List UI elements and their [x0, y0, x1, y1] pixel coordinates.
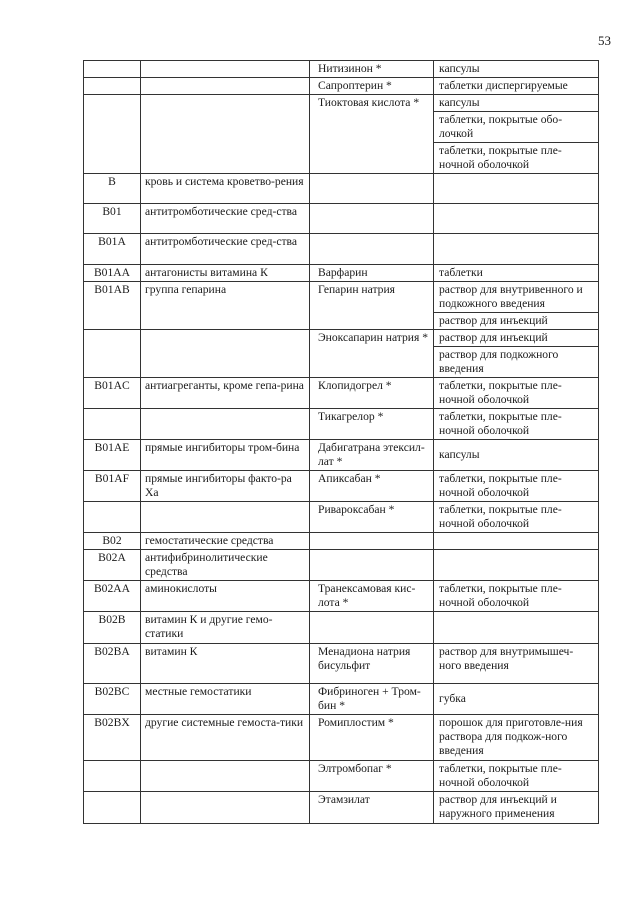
dosage-form [434, 612, 599, 644]
drug-name: Тиоктовая кислота * [310, 95, 434, 174]
atc-code [84, 61, 141, 78]
atc-code: B01AC [84, 378, 141, 409]
atc-code [84, 78, 141, 95]
dosage-form: таблетки, покрытые пле-ночной оболочкой [434, 761, 599, 792]
pharmacological-group [141, 761, 310, 792]
dosage-form [434, 204, 599, 234]
atc-code: B01 [84, 204, 141, 234]
table-row [84, 792, 599, 824]
drug-name: Нитизинон * [310, 61, 434, 78]
dosage-form: капсулы [434, 95, 599, 112]
pharmacological-group: кровь и система кроветво-рения [141, 174, 310, 204]
table-row [84, 761, 599, 792]
atc-code: B [84, 174, 141, 204]
drug-name: Дабигатрана этексил-лат * [310, 440, 434, 471]
drug-name [310, 533, 434, 550]
pharmacological-group: антагонисты витамина К [141, 265, 310, 282]
dosage-form: таблетки, покрытые пле-ночной оболочкой [434, 409, 599, 440]
dosage-form [434, 550, 599, 581]
pharmacological-group: антитромботические сред-ства [141, 234, 310, 265]
dosage-form: таблетки, покрытые пле-ночной оболочкой [434, 581, 599, 612]
atc-code: B01A [84, 234, 141, 265]
table-row [84, 204, 599, 234]
table-row [84, 612, 599, 644]
drug-name [310, 612, 434, 644]
drug-name: Менадиона натрия бисульфит [310, 644, 434, 684]
drug-table [83, 60, 599, 824]
pharmacological-group: аминокислоты [141, 581, 310, 612]
drug-name: Фибриноген + Тром-бин * [310, 684, 434, 715]
atc-code: B01AA [84, 265, 141, 282]
table-row [84, 581, 599, 612]
atc-code: B02BA [84, 644, 141, 684]
pharmacological-group: другие системные гемоста-тики [141, 715, 310, 761]
atc-code [84, 792, 141, 824]
drug-name [310, 204, 434, 234]
drug-name: Апиксабан * [310, 471, 434, 502]
dosage-form: таблетки, покрытые пле-ночной оболочкой [434, 143, 599, 174]
page-number: 53 [598, 33, 611, 48]
dosage-form: раствор для внутримышеч-ного введения [434, 644, 599, 684]
drug-name [310, 550, 434, 581]
table-row [84, 440, 599, 471]
table-row [84, 533, 599, 550]
dosage-form: порошок для приготовле-ния раствора для подкож-ного введения [434, 715, 599, 761]
atc-code [84, 409, 141, 440]
table-row [84, 684, 599, 715]
table-row [84, 61, 599, 78]
pharmacological-group: антиагреганты, кроме гепа-рина [141, 378, 310, 409]
atc-code: B02BX [84, 715, 141, 761]
dosage-form: раствор для инъекций и наружного применения [434, 792, 599, 824]
table-row [84, 550, 599, 581]
drug-name [310, 234, 434, 265]
atc-code: B02B [84, 612, 141, 644]
dosage-form [434, 234, 599, 265]
atc-code [84, 330, 141, 378]
dosage-form: таблетки, покрытые пле-ночной оболочкой [434, 502, 599, 533]
table-row [84, 174, 599, 204]
pharmacological-group: гемостатические средства [141, 533, 310, 550]
pharmacological-group: антитромботические сред-ства [141, 204, 310, 234]
drug-name: Тикагрелор * [310, 409, 434, 440]
pharmacological-group [141, 502, 310, 533]
pharmacological-group [141, 61, 310, 78]
pharmacological-group: местные гемостатики [141, 684, 310, 715]
pharmacological-group: прямые ингибиторы факто-ра Ха [141, 471, 310, 502]
atc-code: B01AF [84, 471, 141, 502]
atc-code: B01AB [84, 282, 141, 330]
pharmacological-group: группа гепарина [141, 282, 310, 330]
table-row [84, 265, 599, 282]
atc-code: B02AA [84, 581, 141, 612]
table-row [84, 378, 599, 409]
dosage-form: капсулы [434, 61, 599, 78]
dosage-form: раствор для подкожного введения [434, 347, 599, 378]
atc-code [84, 761, 141, 792]
atc-code: B02 [84, 533, 141, 550]
table-row [84, 234, 599, 265]
drug-name [310, 174, 434, 204]
dosage-form [434, 174, 599, 204]
dosage-form: таблетки, покрытые обо-лочкой [434, 112, 599, 143]
drug-name: Клопидогрел * [310, 378, 434, 409]
pharmacological-group: прямые ингибиторы тром-бина [141, 440, 310, 471]
atc-code: B01AE [84, 440, 141, 471]
table-row [84, 715, 599, 761]
dosage-form: таблетки диспергируемые [434, 78, 599, 95]
drug-name: Варфарин [310, 265, 434, 282]
dosage-form: таблетки, покрытые пле-ночной оболочкой [434, 471, 599, 502]
drug-name: Элтромбопаг * [310, 761, 434, 792]
drug-name: Транексамовая кис-лота * [310, 581, 434, 612]
pharmacological-group: витамин К [141, 644, 310, 684]
table-row [84, 95, 599, 112]
drug-name: Этамзилат [310, 792, 434, 824]
drug-name: Гепарин натрия [310, 282, 434, 330]
drug-name: Эноксапарин натрия * [310, 330, 434, 378]
atc-code: B02BC [84, 684, 141, 715]
pharmacological-group [141, 409, 310, 440]
drug-name: Сапроптерин * [310, 78, 434, 95]
dosage-form: раствор для внутривенного и подкожного введения [434, 282, 599, 313]
pharmacological-group [141, 95, 310, 174]
dosage-form: капсулы [434, 440, 599, 471]
table-row [84, 78, 599, 95]
table-row [84, 471, 599, 502]
pharmacological-group [141, 330, 310, 378]
dosage-form: раствор для инъекций [434, 330, 599, 347]
pharmacological-group [141, 78, 310, 95]
drug-name: Ромиплостим * [310, 715, 434, 761]
pharmacological-group: витамин К и другие гемо-статики [141, 612, 310, 644]
drug-name: Ривароксабан * [310, 502, 434, 533]
dosage-form: таблетки, покрытые пле-ночной оболочкой [434, 378, 599, 409]
table-row [84, 502, 599, 533]
atc-code [84, 502, 141, 533]
atc-code: B02A [84, 550, 141, 581]
dosage-form: таблетки [434, 265, 599, 282]
pharmacological-group [141, 792, 310, 824]
table-row [84, 330, 599, 347]
table-row [84, 409, 599, 440]
dosage-form: раствор для инъекций [434, 313, 599, 330]
dosage-form: губка [434, 684, 599, 715]
table-row [84, 282, 599, 313]
pharmacological-group: антифибринолитические средства [141, 550, 310, 581]
dosage-form [434, 533, 599, 550]
atc-code [84, 95, 141, 174]
table-row [84, 644, 599, 684]
